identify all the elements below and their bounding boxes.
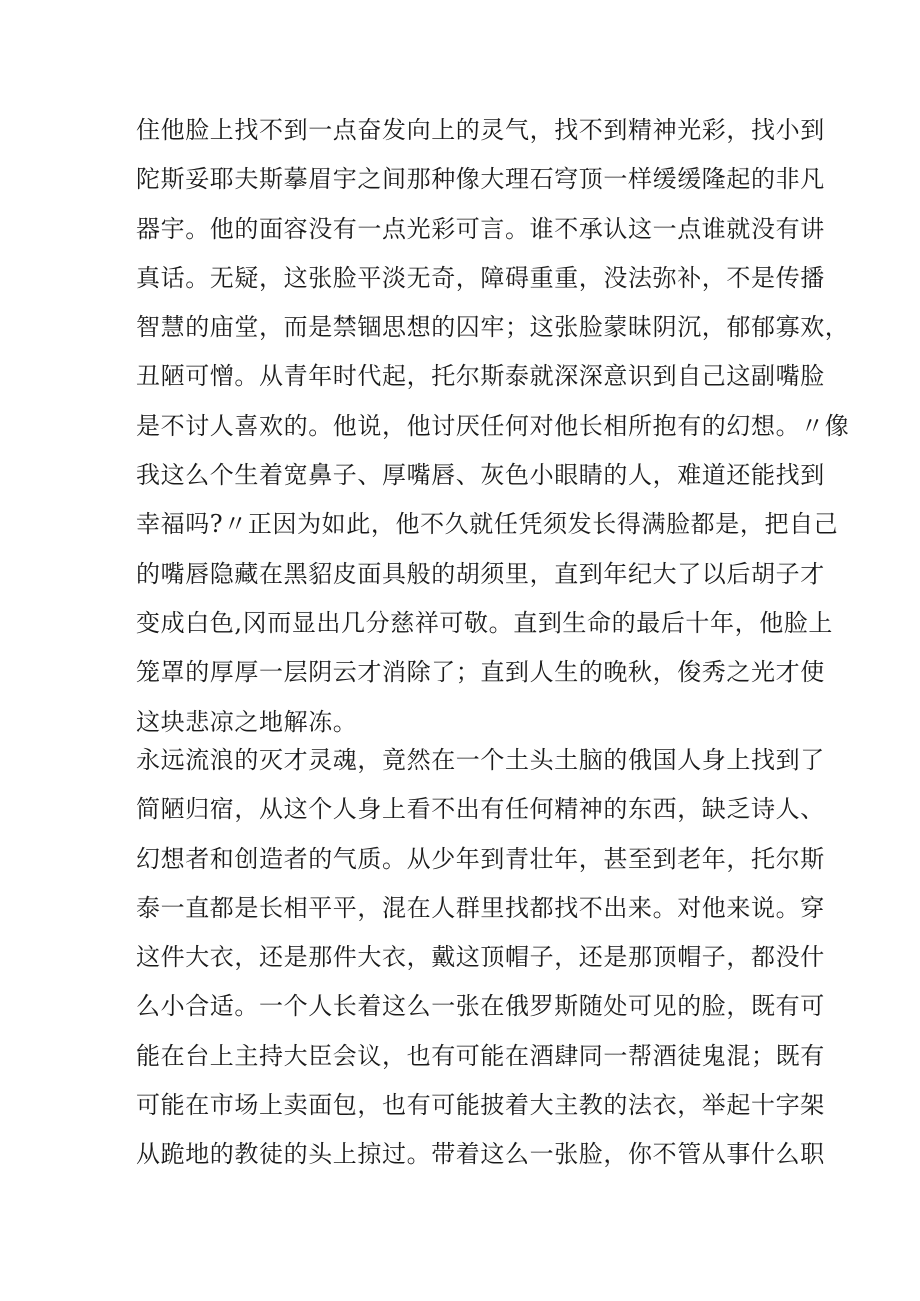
text-line: 这块悲凉之地解冻。: [136, 707, 358, 736]
text-line: 我这么个生着宽鼻子、厚嘴唇、灰色小眼睛的人，难道还能找到: [136, 461, 825, 490]
text-line: 幻想者和创造者的气质。从少年到青壮年，甚至到老年，托尔斯: [136, 844, 825, 873]
text-line: 陀斯妥耶夫斯摹眉宇之间那种像大理石穹顶一样缓缓隆起的非凡: [136, 165, 825, 194]
paragraph-2: [136, 736, 825, 1180]
text-line: 从跪地的教徒的头上掠过。带着这么一张脸，你不管从事什么职: [136, 1140, 825, 1169]
text-line: 是不讨人喜欢的。他说，他讨厌任何对他长相所抱有的幻想。〃像: [136, 411, 850, 440]
text-line: 器宇。他的面容没有一点光彩可言。谁不承认这一点谁就没有讲: [136, 214, 825, 243]
text-line: 丑陋可憎。从青年时代起，托尔斯泰就深深意识到自己这副嘴脸: [136, 362, 825, 391]
text-line: 这件大衣，还是那件大衣，戴这顶帽子，还是那顶帽子，都没什: [136, 943, 825, 972]
text-line: 变成白色,冈而显出几分慈祥可敬。直到生命的最后十年，他脸上: [136, 608, 834, 637]
text-line: 么小合适。一个人长着这么一张在俄罗斯随处可见的脸，既有可: [136, 992, 825, 1021]
text-line: 永远流浪的灭才灵魂，竟然在一个土头土脑的俄国人身上找到了: [136, 746, 825, 774]
text-line: 可能在市场上卖面包，也有可能披着大主教的法衣，举起十字架: [136, 1091, 825, 1120]
text-line: 智慧的庙堂，而是禁锢思想的囚牢；这张脸蒙昧阴沉，郁郁寡欢，: [136, 313, 850, 342]
text-line: 的嘴唇隐藏在黑貂皮面具般的胡须里，直到年纪大了以后胡子才: [136, 559, 825, 588]
text-line: 笼罩的厚厚一层阴云才消除了；直到人生的晚秋，俊秀之光才使: [136, 658, 825, 687]
text-line: 简陋归宿，从这个人身上看不出有任何精神的东西，缺乏诗人、: [136, 795, 825, 824]
text-line: 幸福吗?〃正因为如此，他不久就任凭须发长得满脸都是，把自己: [136, 510, 839, 539]
paragraph-1: [136, 106, 850, 747]
text-line: 真话。无疑，这张脸平淡无奇，障碍重重，没法弥补，不是传播: [136, 263, 825, 292]
text-line: 住他脸上找不到一点奋发向上的灵气，找不到精神光彩，找小到: [136, 116, 825, 144]
text-line: 能在台上主持大臣会议，也有可能在酒肆同一帮酒徒鬼混；既有: [136, 1041, 825, 1070]
text-line: 泰一直都是长相平平，混在人群里找都找不出来。对他来说。穿: [136, 893, 825, 922]
